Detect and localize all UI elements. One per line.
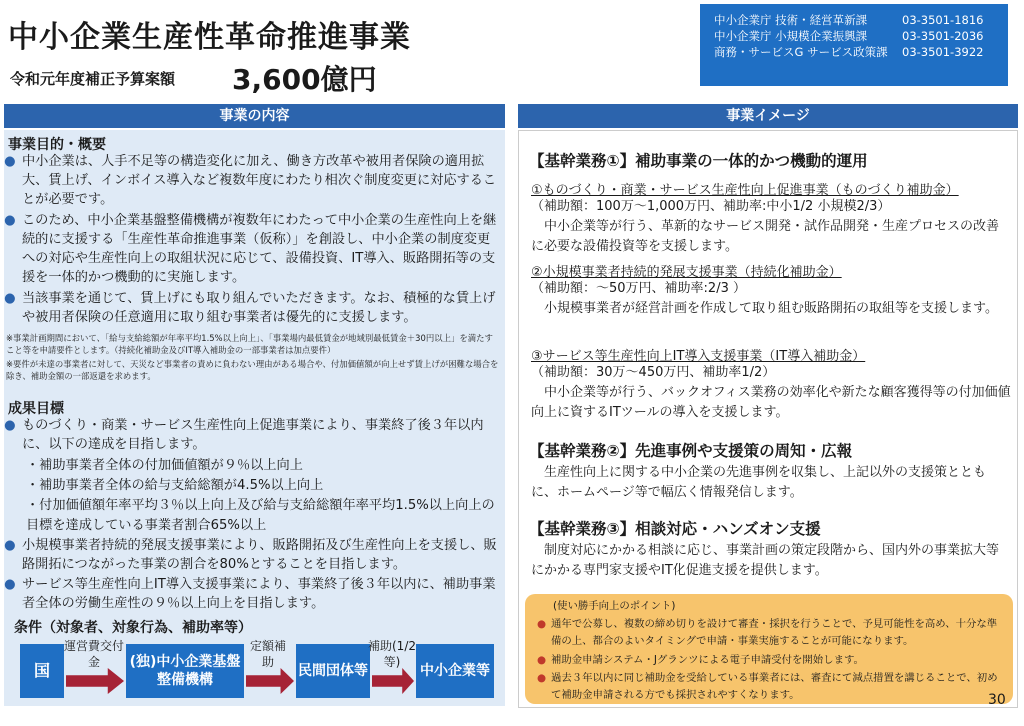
flow-box-government: 国 bbox=[20, 644, 64, 698]
core-business-2-description: 生産性向上に関する中小企業の先進事例を収集し、上記以外の支援策とともに、ホームページ等で幅広く情報発信します。 bbox=[531, 465, 987, 500]
program-amount: （補助額：～50万円、補助率:2/3 ） bbox=[531, 281, 746, 296]
requirement-note: ※事業計画期間において、「給与支給総額が年率平均1.5%以上向上」、「事業場内最低賃金が地域別最低賃金＋30円以上」を満たすこと等を申請要件とします。（持続化補助金及びIT導入補助金の一部事業者は加点要件） bbox=[6, 333, 493, 355]
purpose-bullet-text: 中小企業は、人手不足等の構造変化に加え、働き方改革や被用者保険の適用拡大、賃上げ、インボイス導入など複数年度にわたり相次ぐ制度変更に対応することが必要です。 bbox=[22, 154, 497, 207]
purpose-bullet-text: 当該事業を通じて、賃上げにも取り組んでいただきます。なお、積極的な賃上げや被用者保険の任意適用に取り組む事業者は優先的に支援します。 bbox=[22, 291, 496, 325]
conditions-title: 条件（対象者、対象行為、補助率等） bbox=[14, 620, 252, 636]
tip-item bbox=[537, 616, 1003, 650]
bullet-icon: ● bbox=[4, 154, 16, 169]
contact-phone: 03-3501-2036 bbox=[902, 29, 984, 43]
program-description: 中小企業等が行う、革新的なサービス開発・試作品開発・生産プロセスの改善に必要な設備投資等を支援します。 bbox=[531, 219, 1000, 254]
tip-text: 補助金申請システム・Jグランツによる電子申請受付を開始します。 bbox=[551, 654, 864, 666]
goal-bullet-text: サービス等生産性向上IT導入支援事業により、事業終了後３年以内に、補助事業者全体の労働生産性の９％以上向上を目指します。 bbox=[22, 577, 496, 611]
purpose-bullet bbox=[4, 152, 501, 209]
goal-bullet-text: ものづくり・商業・サービス生産性向上促進事業により、事業終了後３年以内に、以下の達成を目指します。 bbox=[22, 418, 484, 452]
goal-bullet bbox=[4, 575, 501, 613]
contact-org: 商務・サービスG サービス政策課 bbox=[714, 45, 888, 59]
goals-title: 成果目標 bbox=[8, 401, 64, 417]
budget-label: 令和元年度補正予算案額 bbox=[10, 70, 176, 88]
bullet-icon: ● bbox=[4, 577, 16, 592]
bullet-icon: ● bbox=[4, 291, 16, 306]
flow-label-grant: 運営費交付金 bbox=[64, 639, 125, 669]
flow-box-private-org: 民間団体等 bbox=[296, 644, 370, 698]
program-amount: （補助額：30万～450万円、補助率1/2） bbox=[531, 365, 776, 380]
goal-sub-item: ・付加価値額年率平均３％以上向上及び給与支給総額年率平均1.5%以上向上の目標を達成している事業者割合65%以上 bbox=[26, 498, 495, 533]
contact-row bbox=[714, 12, 1008, 28]
tip-item bbox=[537, 652, 1003, 669]
program-description: 小規模事業者が経営計画を作成して取り組む販路開拓の取組等を支援します。 bbox=[544, 301, 998, 316]
bullet-icon: ● bbox=[537, 672, 547, 684]
goal-sub-item: ・補助事業者全体の給与支給総額が4.5%以上向上 bbox=[26, 478, 324, 493]
tip-text: 過去３年以内に同じ補助金を受給している事業者には、審査にて減点措置を講じることで、初めて補助金申請される方でも採択されやすくなります。 bbox=[551, 672, 998, 701]
purpose-bullet bbox=[4, 211, 501, 287]
tip-item bbox=[537, 670, 1003, 704]
page-title: 中小企業生産性革命推進事業 bbox=[8, 20, 411, 55]
goal-sub-item: ・補助事業者全体の付加価値額が９％以上向上 bbox=[26, 458, 303, 473]
business-content-panel bbox=[4, 130, 505, 706]
bullet-icon: ● bbox=[4, 418, 16, 433]
refund-note: ※要件が未達の事業者に対して、天災など事業者の責めに負わない理由がある場合や、付加価値額が向上せず賃上げが困難な場合を除き、補助金額の一部返還を求めます。 bbox=[6, 359, 499, 381]
program-amount: （補助額：100万～1,000万円、補助率:中小1/2 小規模2/3） bbox=[531, 199, 891, 214]
purpose-title: 事業目的・概要 bbox=[8, 137, 106, 153]
goal-bullet bbox=[4, 536, 501, 574]
program-name: ③サービス等生産性向上IT導入支援事業（IT導入補助金） bbox=[531, 349, 866, 364]
tips-title: (使い勝手向上のポイント) bbox=[553, 600, 676, 612]
contact-org: 中小企業庁 技術・経営革新課 bbox=[714, 13, 868, 27]
bullet-icon: ● bbox=[4, 213, 16, 228]
purpose-bullet bbox=[4, 289, 501, 327]
contact-phone: 03-3501-1816 bbox=[902, 13, 984, 27]
left-panel-header: 事業の内容 bbox=[4, 104, 505, 128]
core-business-3-title: 【基幹業務③】相談対応・ハンズオン支援 bbox=[529, 520, 821, 538]
core-business-1-title: 【基幹業務①】補助事業の一体的かつ機動的運用 bbox=[529, 152, 868, 170]
page-number: 30 bbox=[988, 692, 1006, 708]
goal-bullet-text: 小規模事業者持続的発展支援事業により、販路開拓及び生産性向上を支援し、販路開拓につながった事業の割合を80%とすることを目指します。 bbox=[22, 538, 497, 572]
purpose-bullet-text: このため、中小企業基盤整備機構が複数年にわたって中小企業の生産性向上を継続的に支援する「生産性革命推進事業（仮称）」を創設し、中小企業の制度変更への対応や生産性向上の取組状況に応じて、設備投資、IT導入、販路開拓等の支援を一体的かつ機動的に実施します。 bbox=[22, 213, 497, 285]
flow-box-smrj: (独)中小企業基盤整備機構 bbox=[126, 644, 244, 698]
bullet-icon: ● bbox=[537, 654, 547, 666]
budget-amount: 3,600億円 bbox=[232, 63, 377, 96]
arrow-icon bbox=[66, 668, 124, 694]
contact-org: 中小企業庁 小規模企業振興課 bbox=[714, 29, 868, 43]
arrow-icon bbox=[246, 668, 294, 694]
program-name: ②小規模事業者持続的発展支援事業（持続化補助金） bbox=[531, 265, 842, 280]
flow-label-fixed-subsidy: 定額補助 bbox=[250, 639, 287, 669]
core-business-2-title: 【基幹業務②】先進事例や支援策の周知・広報 bbox=[529, 442, 853, 460]
flow-label-subsidy-rate: 補助(1/2等) bbox=[368, 639, 416, 669]
program-description: 中小企業等が行う、バックオフィス業務の効率化や新たな顧客獲得等の付加価値向上に資するITツールの導入を支援します。 bbox=[531, 385, 1011, 420]
usability-tips-box bbox=[525, 594, 1013, 704]
contact-row bbox=[714, 28, 1008, 44]
core-business-3-description: 制度対応にかかる相談に応じ、事業計画の策定段階から、国内外の事業拡大等にかかる専門家支援やIT化促進支援を提供します。 bbox=[531, 543, 1000, 578]
bullet-icon: ● bbox=[537, 618, 547, 630]
flow-box-sme: 中小企業等 bbox=[416, 644, 494, 698]
bullet-icon: ● bbox=[4, 538, 16, 553]
contact-box bbox=[700, 4, 1008, 86]
arrow-icon bbox=[372, 668, 414, 694]
goal-bullet bbox=[4, 416, 501, 454]
right-panel-header: 事業イメージ bbox=[518, 104, 1018, 128]
contact-row bbox=[714, 44, 1008, 60]
contact-phone: 03-3501-3922 bbox=[902, 45, 984, 59]
program-name: ①ものづくり・商業・サービス生産性向上促進事業（ものづくり補助金） bbox=[531, 183, 959, 198]
tip-text: 通年で公募し、複数の締め切りを設けて審査・採択を行うことで、予見可能性を高め、十分な準備の上、都合のよいタイミングで申請・事業実施することが可能になります。 bbox=[551, 618, 998, 647]
